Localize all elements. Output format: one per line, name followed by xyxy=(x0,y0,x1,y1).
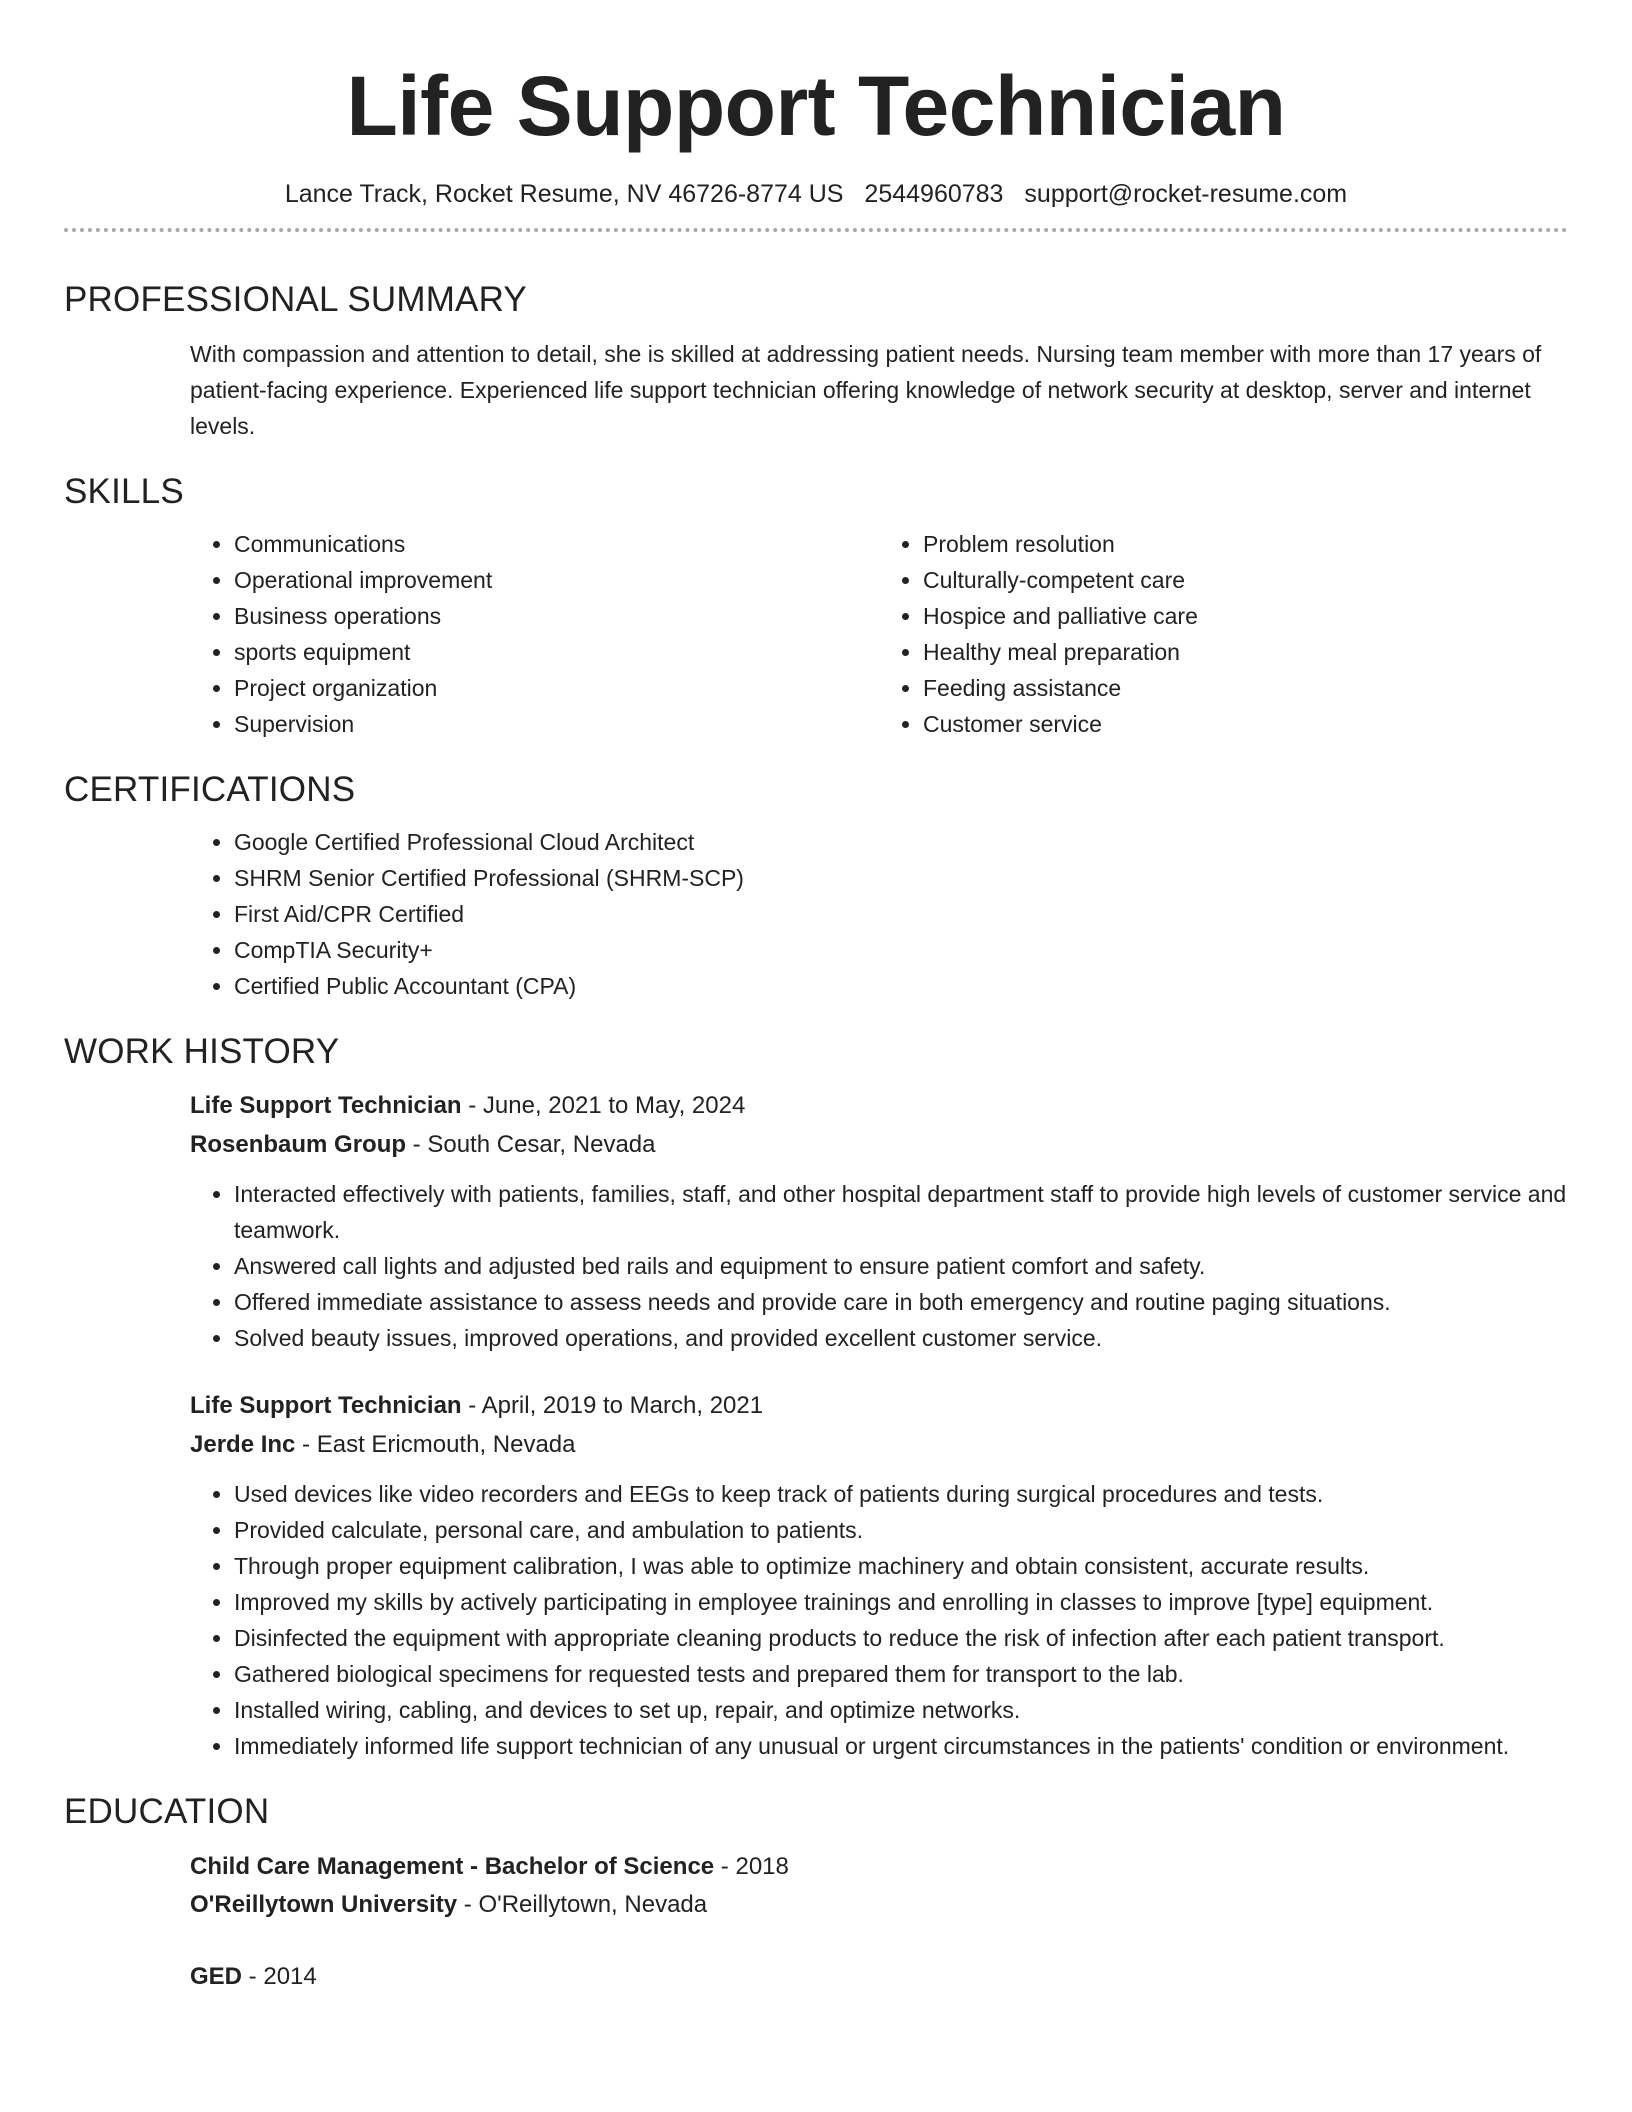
education-degree: GED xyxy=(190,1963,243,1990)
job-bullet: • Disinfected the equipment with appropriate cleaning products to reduce the risk of infection after each patient transport. xyxy=(234,1620,1568,1656)
education-entry xyxy=(190,1848,1568,1924)
job-bullets xyxy=(190,1476,1568,1764)
education-heading: EDUCATION xyxy=(64,1792,270,1831)
job-location: - East Ericmouth, Nevada xyxy=(295,1431,576,1458)
job-bullet: • Immediately informed life support technician of any unusual or urgent circumstances in the patients' condition or environment. xyxy=(234,1728,1568,1764)
certification-item: • CompTIA Security+ xyxy=(234,932,1568,968)
certification-item: • Google Certified Professional Cloud Architect xyxy=(234,824,1568,860)
certifications-heading: CERTIFICATIONS xyxy=(64,770,356,809)
contact-line xyxy=(64,176,1568,212)
education-location: - O'Reillytown, Nevada xyxy=(457,1891,708,1918)
summary-section xyxy=(64,278,1568,444)
skill-item: • Problem resolution xyxy=(923,526,1568,562)
skill-item: • Business operations xyxy=(234,598,879,634)
skill-item: • Hospice and palliative care xyxy=(923,598,1568,634)
skill-item: • Project organization xyxy=(234,670,879,706)
education-year: - 2018 xyxy=(714,1853,789,1880)
contact-email: support@rocket-resume.com xyxy=(1024,180,1348,208)
skill-item: • Customer service xyxy=(923,706,1568,742)
work-history-section xyxy=(64,1030,1568,1764)
job-location: - South Cesar, Nevada xyxy=(406,1131,656,1158)
education-degree-line xyxy=(190,1958,1568,1996)
job-bullets xyxy=(190,1176,1568,1356)
skill-item: • Feeding assistance xyxy=(923,670,1568,706)
skill-item: • Healthy meal preparation xyxy=(923,634,1568,670)
education-section xyxy=(64,1790,1568,1996)
job-title: Life Support Technician xyxy=(190,1392,462,1419)
skill-item: • Communications xyxy=(234,526,879,562)
job-bullet: • Gathered biological specimens for requested tests and prepared them for transport to the lab. xyxy=(234,1656,1568,1692)
skill-item: • Operational improvement xyxy=(234,562,879,598)
job-bullet: • Answered call lights and adjusted bed rails and equipment to ensure patient comfort and safety. xyxy=(234,1248,1568,1284)
job-bullet: • Provided calculate, personal care, and ambulation to patients. xyxy=(234,1512,1568,1548)
job-company: Rosenbaum Group xyxy=(190,1131,407,1158)
job-company-line xyxy=(190,1126,1568,1164)
education-degree: Child Care Management - Bachelor of Science xyxy=(190,1853,715,1880)
certification-item: • SHRM Senior Certified Professional (SHRM-SCP) xyxy=(234,860,1568,896)
certifications-list-wrap xyxy=(190,824,1568,1004)
header-divider xyxy=(64,228,1568,232)
certification-item: • First Aid/CPR Certified xyxy=(234,896,1568,932)
summary-heading: PROFESSIONAL SUMMARY xyxy=(64,280,527,319)
job-entry xyxy=(190,1086,1568,1356)
skills-left-list xyxy=(190,526,879,742)
job-company: Jerde Inc xyxy=(190,1431,296,1458)
job-title-line xyxy=(190,1386,1568,1426)
job-title-line xyxy=(190,1086,1568,1126)
skill-item: • sports equipment xyxy=(234,634,879,670)
job-entry xyxy=(190,1386,1568,1764)
education-school-line xyxy=(190,1886,1568,1924)
education-school: O'Reillytown University xyxy=(190,1891,458,1918)
contact-phone: 2544960783 xyxy=(864,180,1004,208)
job-bullet: • Installed wiring, cabling, and devices to set up, repair, and optimize networks. xyxy=(234,1692,1568,1728)
job-dates: - April, 2019 to March, 2021 xyxy=(461,1392,764,1419)
skills-right-list xyxy=(879,526,1568,742)
skills-heading: SKILLS xyxy=(64,472,184,511)
contact-address: Lance Track, Rocket Resume, NV 46726-8774 US xyxy=(284,180,844,208)
education-entry xyxy=(190,1958,1568,1996)
job-bullet: • Solved beauty issues, improved operations, and provided excellent customer service. xyxy=(234,1320,1568,1356)
job-bullet: • Used devices like video recorders and EEGs to keep track of patients during surgical procedures and tests. xyxy=(234,1476,1568,1512)
job-bullet: • Interacted effectively with patients, families, staff, and other hospital department staff to provide high levels of customer service and teamwork. xyxy=(234,1176,1568,1248)
education-year: - 2014 xyxy=(242,1963,317,1990)
resume-page xyxy=(64,0,1568,1996)
certification-item: • Certified Public Accountant (CPA) xyxy=(234,968,1568,1004)
job-dates: - June, 2021 to May, 2024 xyxy=(461,1092,746,1119)
resume-title: Life Support Technician xyxy=(346,59,1286,153)
education-degree-line xyxy=(190,1848,1568,1886)
skills-columns xyxy=(190,526,1568,742)
skills-section xyxy=(64,470,1568,742)
job-bullet: • Offered immediate assistance to assess needs and provide care in both emergency and routine paging situations. xyxy=(234,1284,1568,1320)
summary-text: With compassion and attention to detail, she is skilled at addressing patient needs. Nursing team member with more than 17 years of patient-facing experience. Experienced life support technician offering knowledge of network security at desktop, server and internet levels. xyxy=(190,341,1542,439)
job-bullet: • Through proper equipment calibration, I was able to optimize machinery and obtain consistent, accurate results. xyxy=(234,1548,1568,1584)
job-company-line xyxy=(190,1426,1568,1464)
certifications-list xyxy=(190,824,1568,1004)
job-bullet: • Improved my skills by actively participating in employee trainings and enrolling in classes to improve [type] equipment. xyxy=(234,1584,1568,1620)
job-title: Life Support Technician xyxy=(190,1092,462,1119)
skill-item: • Culturally-competent care xyxy=(923,562,1568,598)
skill-item: • Supervision xyxy=(234,706,879,742)
certifications-section xyxy=(64,768,1568,1004)
work-history-heading: WORK HISTORY xyxy=(64,1032,340,1071)
